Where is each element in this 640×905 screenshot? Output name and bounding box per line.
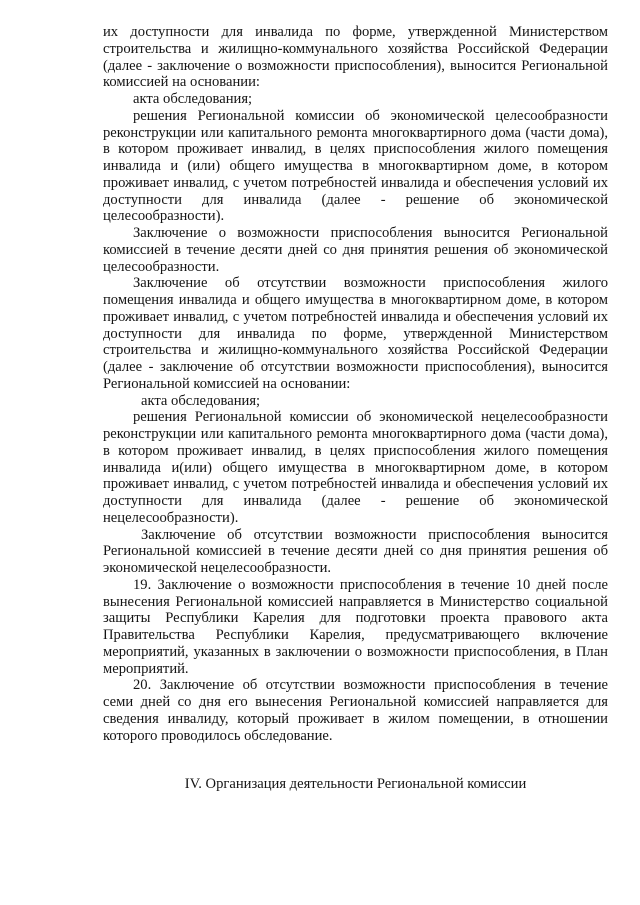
paragraph-impossibility-term: Заключение об отсутствии возможности приспособления выносится Региональной комиссией в течение десяти дней со дня принятия решения об экономической нецелесообразности. bbox=[103, 526, 608, 576]
paragraph-basis-act: акта обследования; bbox=[133, 91, 253, 107]
section-heading: IV. Организация деятельности Региональной комиссии bbox=[184, 776, 527, 793]
paragraph-basis-act-2: акта обследования; bbox=[141, 392, 261, 409]
document-page bbox=[103, 24, 608, 793]
paragraph-basis-decision-2: решения Региональной комиссии об экономической нецелесообразности реконструкции или капитального ремонта многоквартирного дома (части дома), в котором проживает инвалид, в целях приспособления жилого помещения инвалида и(или) общего имущества в многоквартирном доме, в котором проживает инвалид, с учетом потребностей инвалида и обеспечения условий их доступности для инвалида (далее - решение об экономической нецелесообразности). bbox=[103, 409, 608, 526]
paragraph-impossibility-conclusion: Заключение об отсутствии возможности приспособления жилого помещения инвалида и общего имущества в многоквартирном доме, в котором проживает инвалид, с учетом потребностей инвалида и обеспечения условий их доступности для инвалида по форме, утвержденной Министерством строительства и жилищно-коммунального хозяйства Российской Федерации (далее - заключение об отсутствии возможности приспособления), выносится Региональной комиссией на основании: bbox=[103, 275, 608, 392]
paragraph-possibility-term: Заключение о возможности приспособления выносится Региональной комиссией в течение десяти дней со дня принятия решения об экономической целесообразности. bbox=[103, 225, 608, 275]
paragraph-item-20: 20. Заключение об отсутствии возможности приспособления в течение семи дней со дня его вынесения Региональной комиссией направляется для сведения инвалиду, который проживает в жилом помещении, в отношении которого проводилось обследование. bbox=[103, 677, 608, 744]
paragraph-basis-decision: решения Региональной комиссии об экономической целесообразности реконструкции или капитального ремонта многоквартирного дома (части дома), в котором проживает инвалид, в целях приспособления жилого помещения инвалида и (или) общего имущества в многоквартирном доме, в котором проживает инвалид, с учетом потребностей инвалида и обеспечения условий их доступности для инвалида (далее - решение об экономической целесообразности). bbox=[103, 107, 608, 225]
paragraph-continuation: их доступности для инвалида по форме, утвержденной Министерством строительства и жилищно-коммунального хозяйства Российской Федерации (далее - заключение о возможности приспособления), выносится Региональной комиссией на основании: bbox=[103, 24, 608, 91]
paragraph-item-19: 19. Заключение о возможности приспособления в течение 10 дней после вынесения Региональной комиссией направляется в Министерство социальной защиты Республики Карелия для подготовки проекта правового акта Правительства Республики Карелия, предусматривающего включение мероприятий, указанных в заключении о возможности приспособления, в План мероприятий. bbox=[103, 576, 608, 677]
